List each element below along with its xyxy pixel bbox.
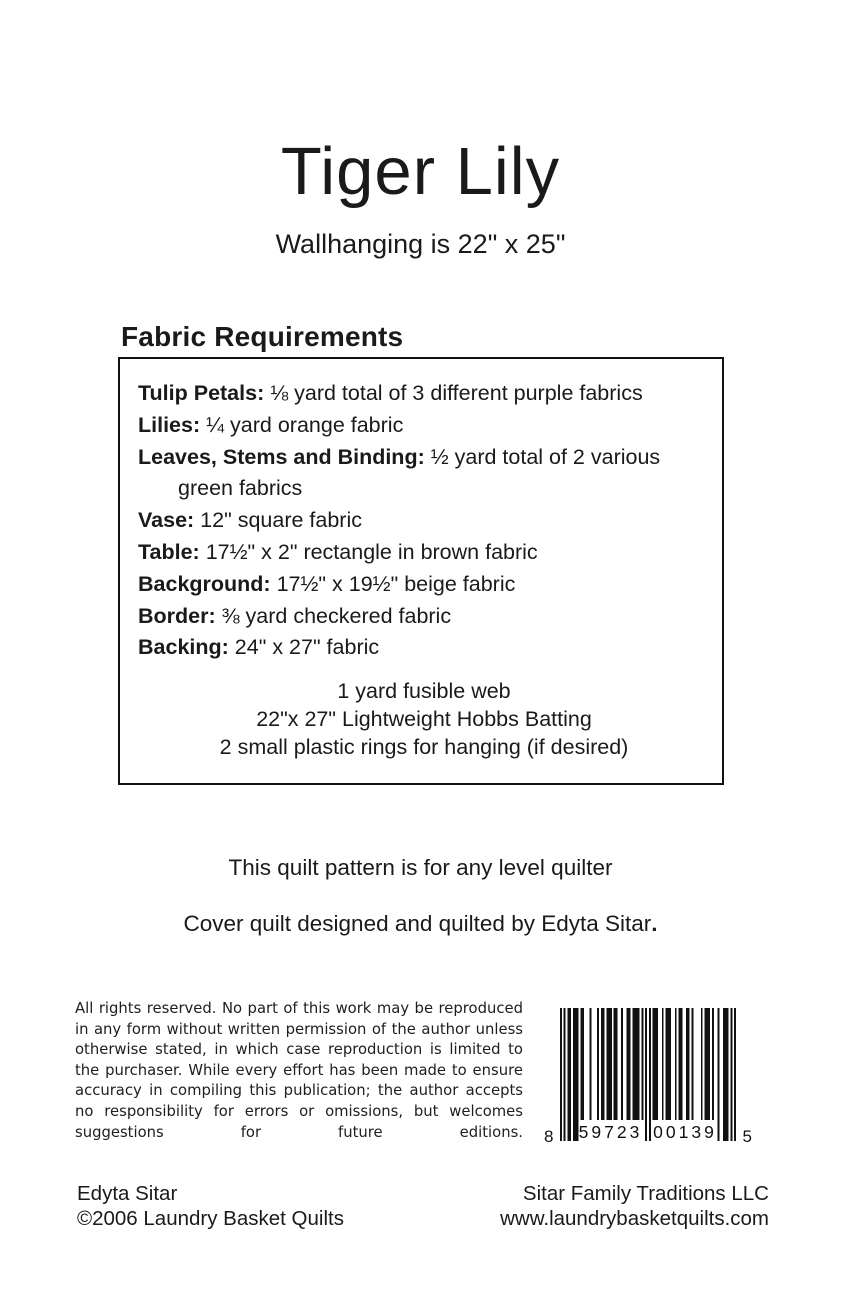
requirement-value: 12" square fabric xyxy=(200,508,362,533)
page-subtitle: Wallhanging is 22" x 25" xyxy=(275,229,566,259)
designer-credit-text: Cover quilt designed and quilted by Edyta Sitar xyxy=(183,911,652,936)
requirement-value: 17½" x 2" rectangle in brown fabric xyxy=(205,539,538,564)
designer-credit-period: . xyxy=(651,911,658,936)
requirement-value: ⅜ yard checkered fabric xyxy=(221,603,452,628)
requirement-background xyxy=(138,569,710,601)
requirement-label: Table: xyxy=(138,539,200,564)
footer-author: Edyta Sitar xyxy=(77,1182,178,1205)
fabric-requirements-heading: Fabric Requirements xyxy=(121,321,404,352)
page-title: Tiger Lily xyxy=(280,134,561,209)
requirement-label: Background: xyxy=(138,571,271,596)
footer-company: Sitar Family Traditions LLC xyxy=(522,1182,769,1205)
requirement-value: ⅛ yard total of 3 different purple fabrics xyxy=(270,381,643,405)
requirement-vase xyxy=(138,505,710,537)
footer-website: www.laundrybasketquilts.com xyxy=(500,1206,769,1230)
supply-fusible-web: 1 yard fusible web xyxy=(337,679,511,704)
requirement-label: Vase: xyxy=(138,508,195,533)
requirement-tulip-petals xyxy=(138,378,710,410)
barcode-left-group: 59723 xyxy=(578,1122,643,1142)
barcode-number-system-digit: 8 xyxy=(544,1127,554,1146)
requirement-border xyxy=(138,601,710,633)
requirement-leaves-stems-binding xyxy=(138,442,710,506)
barcode-check-digit: 5 xyxy=(742,1127,752,1146)
supply-plastic-rings: 2 small plastic rings for hanging (if desired) xyxy=(219,735,629,760)
requirement-label: Backing: xyxy=(138,635,229,660)
additional-supplies xyxy=(138,677,710,761)
requirement-value: ½ yard total of 2 various green fabrics xyxy=(178,444,661,501)
requirement-value: 24" x 27" fabric xyxy=(234,635,380,660)
requirement-value: 17½" x 19½" beige fabric xyxy=(276,571,516,596)
skill-level-note: This quilt pattern is for any level quilter xyxy=(228,855,613,880)
requirement-label: Leaves, Stems and Binding: xyxy=(138,444,425,469)
footer-author-block xyxy=(77,1182,344,1231)
fabric-requirements-box xyxy=(118,357,724,785)
requirement-label: Tulip Petals: xyxy=(138,381,265,405)
barcode xyxy=(544,1008,752,1148)
designer-credit xyxy=(0,911,841,937)
requirement-table xyxy=(138,537,710,569)
requirement-label: Border: xyxy=(138,603,216,628)
barcode-right-group: 00139 xyxy=(653,1122,717,1142)
footer-company-block xyxy=(500,1182,769,1231)
footer-copyright: ©2006 Laundry Basket Quilts xyxy=(77,1206,344,1230)
requirement-lilies xyxy=(138,410,710,442)
supply-batting: 22"x 27" Lightweight Hobbs Batting xyxy=(256,707,592,732)
requirement-label: Lilies: xyxy=(138,412,201,437)
requirement-value: ¼ yard orange fabric xyxy=(206,412,404,437)
requirement-backing xyxy=(138,632,710,664)
copyright-notice: All rights reserved. No part of this work may be reproduced in any form without written permission of the author unless otherwise stated, in which case reproduction is limited to the purchaser. While every effort has been made to ensure accuracy in compiling this publication; the author accepts no responsibility for errors or omissions, but welcomes suggestions for future editions. xyxy=(75,1000,523,1141)
